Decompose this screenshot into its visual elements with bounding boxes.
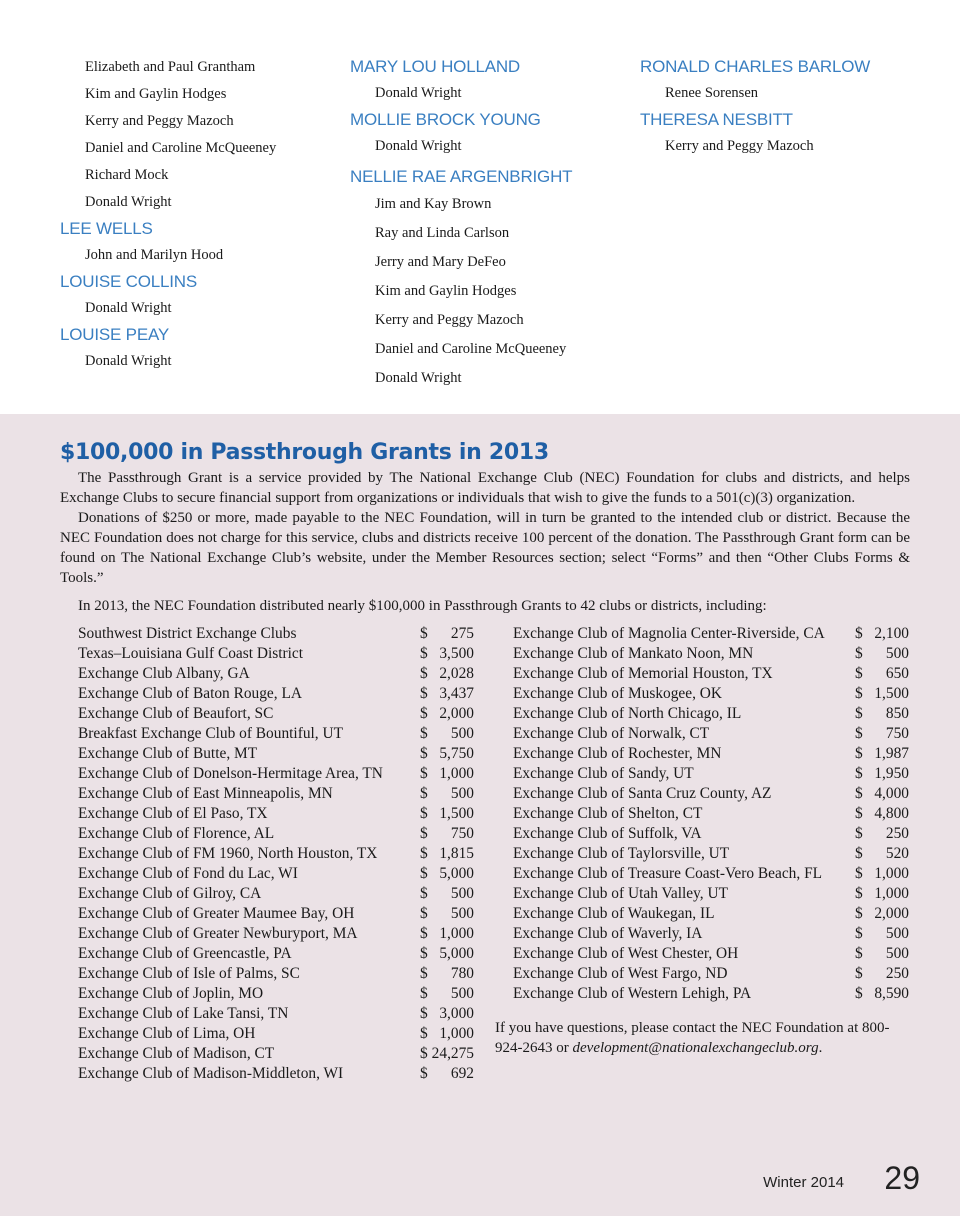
donor-name: Donald Wright xyxy=(375,85,462,101)
currency-symbol: $ xyxy=(855,625,863,642)
currency-symbol: $ xyxy=(855,905,863,922)
honoree-group xyxy=(640,107,940,160)
currency-symbol: $ xyxy=(855,865,863,882)
currency-symbol: $ xyxy=(420,865,428,882)
grant-row xyxy=(78,924,478,944)
amount-value: 1,000 xyxy=(439,765,474,782)
currency-symbol: $ xyxy=(420,1045,428,1062)
amount-value: 500 xyxy=(885,945,909,962)
grant-row xyxy=(513,664,913,684)
amount-value: 1,000 xyxy=(439,1025,474,1042)
grant-row xyxy=(78,644,478,664)
amount-value: 1,815 xyxy=(439,845,474,862)
grant-row xyxy=(78,824,478,844)
currency-symbol: $ xyxy=(855,825,863,842)
amount-value: 692 xyxy=(450,1065,474,1082)
club-name: Exchange Club of Utah Valley, UT xyxy=(513,885,728,902)
amount-value: 2,100 xyxy=(874,625,909,642)
amount-value: 250 xyxy=(885,825,909,842)
honoree-name: NELLIE RAE ARGENBRIGHT xyxy=(350,167,573,186)
honorees-section xyxy=(0,0,960,414)
passthrough-grants-section xyxy=(0,414,960,1216)
amount-value: 1,500 xyxy=(439,805,474,822)
grant-row xyxy=(513,784,913,804)
currency-symbol: $ xyxy=(420,945,428,962)
grant-row xyxy=(513,984,913,1004)
grant-row xyxy=(78,684,478,704)
club-name: Breakfast Exchange Club of Bountiful, UT xyxy=(78,725,343,742)
currency-symbol: $ xyxy=(855,805,863,822)
amount-value: 4,800 xyxy=(874,805,909,822)
grant-row xyxy=(513,824,913,844)
grant-row xyxy=(78,1064,478,1084)
currency-symbol: $ xyxy=(855,925,863,942)
amount-value: 650 xyxy=(885,665,909,682)
donor-name: Daniel and Caroline McQueeney xyxy=(375,341,567,357)
donor-name: Kerry and Peggy Mazoch xyxy=(85,113,234,129)
grant-row xyxy=(78,764,478,784)
amount-value: 5,750 xyxy=(439,745,474,762)
grants-list-left xyxy=(78,624,478,1084)
currency-symbol: $ xyxy=(855,745,863,762)
grants-lead: In 2013, the NEC Foundation distributed nearly $100,000 in Passthrough Grants to 42 clubs or districts, including: xyxy=(78,598,767,614)
amount-value: 5,000 xyxy=(439,945,474,962)
club-name: Exchange Club of North Chicago, IL xyxy=(513,705,742,722)
grant-row xyxy=(78,964,478,984)
grant-row xyxy=(513,644,913,664)
donor-name: Ray and Linda Carlson xyxy=(375,225,510,241)
club-name: Exchange Club of Joplin, MO xyxy=(78,985,264,1002)
grant-row xyxy=(513,944,913,964)
club-name: Exchange Club of Beaufort, SC xyxy=(78,705,274,722)
honoree-group xyxy=(60,322,340,375)
grant-row xyxy=(78,744,478,764)
honoree-group xyxy=(640,54,940,107)
amount-value: 1,500 xyxy=(874,685,909,702)
club-name: Exchange Club of Baton Rouge, LA xyxy=(78,685,302,702)
grant-row xyxy=(78,784,478,804)
grant-row xyxy=(513,964,913,984)
grant-row xyxy=(513,704,913,724)
currency-symbol: $ xyxy=(420,705,428,722)
club-name: Exchange Club of Madison, CT xyxy=(78,1045,275,1062)
amount-value: 250 xyxy=(885,965,909,982)
grant-row xyxy=(513,624,913,644)
currency-symbol: $ xyxy=(420,645,428,662)
club-name: Exchange Club of Greater Maumee Bay, OH xyxy=(78,905,355,922)
grant-row xyxy=(78,804,478,824)
grant-row xyxy=(78,1044,478,1064)
club-name: Exchange Club of Sandy, UT xyxy=(513,765,694,782)
grant-row xyxy=(78,864,478,884)
donor-name: Kerry and Peggy Mazoch xyxy=(375,312,524,328)
currency-symbol: $ xyxy=(855,685,863,702)
grant-row xyxy=(513,904,913,924)
amount-value: 500 xyxy=(450,985,474,1002)
club-name: Exchange Club of Treasure Coast-Vero Beach, FL xyxy=(513,865,823,882)
honoree-name: LEE WELLS xyxy=(60,219,153,238)
donor-name: Richard Mock xyxy=(85,167,169,183)
amount-value: 3,000 xyxy=(439,1005,474,1022)
amount-value: 850 xyxy=(885,705,909,722)
amount-value: 275 xyxy=(450,625,474,642)
donor-name: John and Marilyn Hood xyxy=(85,247,224,263)
honoree-name: LOUISE COLLINS xyxy=(60,272,198,291)
currency-symbol: $ xyxy=(855,945,863,962)
grant-row xyxy=(513,744,913,764)
amount-value: 4,000 xyxy=(874,785,909,802)
currency-symbol: $ xyxy=(855,725,863,742)
club-name: Exchange Club of Fond du Lac, WI xyxy=(78,865,298,882)
amount-value: 24,275 xyxy=(431,1045,474,1062)
amount-value: 750 xyxy=(450,825,474,842)
currency-symbol: $ xyxy=(855,645,863,662)
grant-row xyxy=(78,944,478,964)
honoree-group xyxy=(350,54,630,107)
amount-value: 500 xyxy=(450,785,474,802)
donor-name: Donald Wright xyxy=(85,353,172,369)
currency-symbol: $ xyxy=(420,725,428,742)
grant-row xyxy=(513,884,913,904)
currency-symbol: $ xyxy=(855,785,863,802)
grants-list-right xyxy=(513,624,913,1004)
grant-row xyxy=(513,764,913,784)
donor-name: Jim and Kay Brown xyxy=(375,196,492,212)
currency-symbol: $ xyxy=(855,665,863,682)
club-name: Texas–Louisiana Gulf Coast District xyxy=(78,645,304,662)
grant-row xyxy=(513,924,913,944)
amount-value: 8,590 xyxy=(874,985,909,1002)
honoree-name: MOLLIE BROCK YOUNG xyxy=(350,110,541,129)
club-name: Exchange Club of Butte, MT xyxy=(78,745,258,762)
currency-symbol: $ xyxy=(855,765,863,782)
currency-symbol: $ xyxy=(420,825,428,842)
club-name: Exchange Club of Shelton, CT xyxy=(513,805,703,822)
club-name: Exchange Club of Donelson-Hermitage Area, TN xyxy=(78,765,383,782)
club-name: Exchange Club of East Minneapolis, MN xyxy=(78,785,333,802)
amount-value: 1,000 xyxy=(439,925,474,942)
club-name: Exchange Club of Muskogee, OK xyxy=(513,685,723,702)
amount-value: 1,000 xyxy=(874,885,909,902)
amount-value: 1,000 xyxy=(874,865,909,882)
club-name: Exchange Club of Western Lehigh, PA xyxy=(513,985,752,1002)
donor-name: Jerry and Mary DeFeo xyxy=(375,254,506,270)
amount-value: 750 xyxy=(885,725,909,742)
currency-symbol: $ xyxy=(420,905,428,922)
grant-row xyxy=(513,684,913,704)
currency-symbol: $ xyxy=(420,745,428,762)
club-name: Exchange Club of West Chester, OH xyxy=(513,945,739,962)
donor-name: Daniel and Caroline McQueeney xyxy=(85,140,277,156)
club-name: Exchange Club of Mankato Noon, MN xyxy=(513,645,754,662)
club-name: Exchange Club of FM 1960, North Houston, TX xyxy=(78,845,378,862)
grant-row xyxy=(78,984,478,1004)
honoree-name: LOUISE PEAY xyxy=(60,325,169,344)
club-name: Exchange Club of Memorial Houston, TX xyxy=(513,665,773,682)
currency-symbol: $ xyxy=(855,705,863,722)
donor-name: Donald Wright xyxy=(85,300,172,316)
honoree-group xyxy=(60,269,340,322)
currency-symbol: $ xyxy=(420,665,428,682)
amount-value: 2,000 xyxy=(874,905,909,922)
contact-text: If you have questions, please contact the NEC Foundation at 800-924-2643 or xyxy=(495,1020,890,1056)
club-name: Southwest District Exchange Clubs xyxy=(78,625,297,642)
footer-issue: Winter 2014 xyxy=(763,1174,844,1191)
amount-value: 500 xyxy=(450,905,474,922)
contact-email-link[interactable]: development@nationalexchangeclub.org xyxy=(572,1040,819,1056)
club-name: Exchange Club of Magnolia Center-Riverside, CA xyxy=(513,625,825,642)
currency-symbol: $ xyxy=(855,985,863,1002)
honoree-name: MARY LOU HOLLAND xyxy=(350,57,521,76)
currency-symbol: $ xyxy=(855,965,863,982)
currency-symbol: $ xyxy=(420,1005,428,1022)
amount-value: 3,437 xyxy=(439,685,474,702)
donor-name: Elizabeth and Paul Grantham xyxy=(85,59,256,75)
amount-value: 500 xyxy=(450,885,474,902)
honorees-column-3 xyxy=(640,54,940,160)
page-number: 29 xyxy=(884,1160,920,1196)
club-name: Exchange Club of Florence, AL xyxy=(78,825,275,842)
honoree-name: RONALD CHARLES BARLOW xyxy=(640,57,871,76)
club-name: Exchange Club of Lima, OH xyxy=(78,1025,256,1042)
club-name: Exchange Club of Taylorsville, UT xyxy=(513,845,730,862)
grant-row xyxy=(78,664,478,684)
currency-symbol: $ xyxy=(420,985,428,1002)
currency-symbol: $ xyxy=(855,845,863,862)
grant-row xyxy=(78,724,478,744)
section-title: $100,000 in Passthrough Grants in 2013 xyxy=(60,440,549,465)
intro-text xyxy=(60,468,910,588)
intro-paragraph-1: The Passthrough Grant is a service provided by The National Exchange Club (NEC) Foundation for clubs and districts, and helps Exchange Clubs to secure financial support from organizations or individuals that wish to give the funds to a 501(c)(3) organization. xyxy=(60,470,910,506)
donor-name: Donald Wright xyxy=(375,370,462,386)
grant-row xyxy=(78,624,478,644)
club-name: Exchange Club of West Fargo, ND xyxy=(513,965,728,982)
donor-name: Renee Sorensen xyxy=(665,85,759,101)
club-name: Exchange Club of Madison-Middleton, WI xyxy=(78,1065,344,1082)
amount-value: 2,000 xyxy=(439,705,474,722)
club-name: Exchange Club of Isle of Palms, SC xyxy=(78,965,300,982)
grant-row xyxy=(78,704,478,724)
club-name: Exchange Club of Greencastle, PA xyxy=(78,945,292,962)
grant-row xyxy=(513,804,913,824)
grant-row xyxy=(78,884,478,904)
honoree-group xyxy=(60,54,340,216)
honorees-column-2 xyxy=(350,54,630,393)
currency-symbol: $ xyxy=(420,1065,428,1082)
club-name: Exchange Club of Gilroy, CA xyxy=(78,885,262,902)
grant-row xyxy=(78,844,478,864)
donor-name: Kim and Gaylin Hodges xyxy=(85,86,227,102)
grant-row xyxy=(78,1004,478,1024)
currency-symbol: $ xyxy=(420,625,428,642)
amount-value: 500 xyxy=(450,725,474,742)
currency-symbol: $ xyxy=(420,965,428,982)
club-name: Exchange Club of El Paso, TX xyxy=(78,805,268,822)
currency-symbol: $ xyxy=(420,785,428,802)
club-name: Exchange Club of Lake Tansi, TN xyxy=(78,1005,289,1022)
honoree-group xyxy=(60,216,340,269)
amount-value: 1,950 xyxy=(874,765,909,782)
club-name: Exchange Club of Norwalk, CT xyxy=(513,725,710,742)
contact-note xyxy=(495,1018,915,1058)
amount-value: 520 xyxy=(885,845,909,862)
amount-value: 3,500 xyxy=(439,645,474,662)
amount-value: 1,987 xyxy=(874,745,909,762)
donor-name: Kim and Gaylin Hodges xyxy=(375,283,517,299)
intro-paragraph-2: Donations of $250 or more, made payable to the NEC Foundation, will in turn be granted to the intended club or district. Because the NEC Foundation does not charge for this service, clubs and districts receive 100 percent of the donation. The Passthrough Grant form can be found on The National Exchange Club’s website, under the Member Resources section; select “Forms” and then “Other Clubs Forms & Tools.” xyxy=(60,510,910,586)
grant-row xyxy=(513,864,913,884)
grant-row xyxy=(78,1024,478,1044)
currency-symbol: $ xyxy=(420,845,428,862)
club-name: Exchange Club of Waukegan, IL xyxy=(513,905,715,922)
club-name: Exchange Club of Greater Newburyport, MA xyxy=(78,925,358,942)
currency-symbol: $ xyxy=(855,885,863,902)
honoree-name: THERESA NESBITT xyxy=(640,110,793,129)
amount-value: 780 xyxy=(450,965,474,982)
currency-symbol: $ xyxy=(420,765,428,782)
donor-name: Donald Wright xyxy=(85,194,172,210)
club-name: Exchange Club of Suffolk, VA xyxy=(513,825,702,842)
contact-end: . xyxy=(818,1040,823,1056)
amount-value: 5,000 xyxy=(439,865,474,882)
club-name: Exchange Club of Rochester, MN xyxy=(513,745,722,762)
currency-symbol: $ xyxy=(420,805,428,822)
grant-row xyxy=(513,844,913,864)
currency-symbol: $ xyxy=(420,885,428,902)
currency-symbol: $ xyxy=(420,685,428,702)
currency-symbol: $ xyxy=(420,1025,428,1042)
grant-row xyxy=(513,724,913,744)
club-name: Exchange Club of Santa Cruz County, AZ xyxy=(513,785,772,802)
donor-name: Donald Wright xyxy=(375,138,462,154)
amount-value: 500 xyxy=(885,925,909,942)
honorees-column-1 xyxy=(60,54,340,375)
currency-symbol: $ xyxy=(420,925,428,942)
honoree-group xyxy=(350,107,630,160)
donor-name: Kerry and Peggy Mazoch xyxy=(665,138,814,154)
club-name: Exchange Club Albany, GA xyxy=(78,665,250,682)
grant-row xyxy=(78,904,478,924)
amount-value: 500 xyxy=(885,645,909,662)
club-name: Exchange Club of Waverly, IA xyxy=(513,925,703,942)
honoree-group xyxy=(350,164,630,393)
amount-value: 2,028 xyxy=(439,665,474,682)
